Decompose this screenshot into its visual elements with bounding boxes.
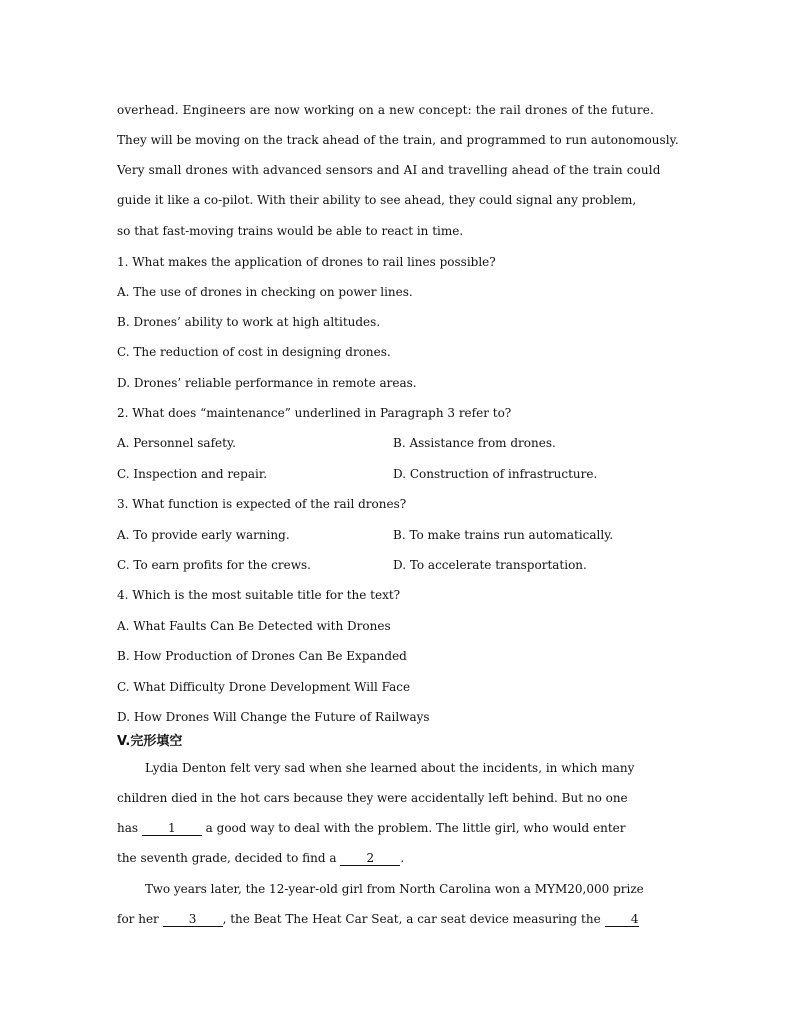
cloze-blank-1: 1 — [142, 822, 202, 836]
question-4-stem: 4. Which is the most suitable title for the text? — [117, 588, 401, 602]
question-3-stem: 3. What function is expected of the rail drones? — [117, 497, 407, 511]
passage-line-1: overhead. Engineers are now working on a new concept: the rail drones of the future. — [117, 103, 654, 117]
question-3-option-c: C. To earn profits for the crews. — [117, 558, 311, 572]
question-4-option-a: A. What Faults Can Be Detected with Drones — [117, 619, 391, 633]
cloze-blank-2: 2 — [340, 852, 400, 866]
cloze-blank-3: 3 — [163, 913, 223, 927]
cloze-text: the seventh grade, decided to find a — [117, 851, 341, 865]
question-2-option-a: A. Personnel safety. — [117, 436, 236, 450]
cloze-text: for her — [117, 912, 163, 926]
cloze-line-2: children died in the hot cars because they were accidentally left behind. But no one — [117, 791, 628, 805]
question-3-option-a: A. To provide early warning. — [117, 528, 290, 542]
passage-line-5: so that fast-moving trains would be able to react in time. — [117, 224, 464, 238]
question-2-option-b: B. Assistance from drones. — [393, 436, 556, 450]
cloze-line-6 — [117, 911, 639, 927]
question-4-option-d: D. How Drones Will Change the Future of Railways — [117, 710, 430, 724]
question-2-stem: 2. What does “maintenance” underlined in Paragraph 3 refer to? — [117, 406, 512, 420]
cloze-text: a good way to deal with the problem. The little girl, who would enter — [201, 821, 626, 835]
cloze-line-1: Lydia Denton felt very sad when she learned about the incidents, in which many — [145, 761, 635, 775]
question-1-stem: 1. What makes the application of drones to rail lines possible? — [117, 255, 496, 269]
cloze-text: . — [400, 851, 405, 865]
cloze-text: has — [117, 821, 142, 835]
question-2-row-1 — [117, 435, 677, 451]
question-1-option-a: A. The use of drones in checking on power lines. — [117, 285, 413, 299]
passage-line-2: They will be moving on the track ahead of the train, and programmed to run autonomously. — [117, 133, 679, 147]
question-1-option-d: D. Drones’ reliable performance in remote areas. — [117, 376, 417, 390]
section-heading: V.完形填空 — [117, 734, 183, 749]
question-1-option-c: C. The reduction of cost in designing drones. — [117, 345, 391, 359]
cloze-line-3 — [117, 820, 626, 836]
question-2-option-c: C. Inspection and repair. — [117, 467, 268, 481]
question-4-option-b: B. How Production of Drones Can Be Expanded — [117, 649, 407, 663]
cloze-line-4 — [117, 850, 404, 866]
question-3-row-1 — [117, 527, 677, 543]
question-3-row-2 — [117, 557, 677, 573]
cloze-text: , the Beat The Heat Car Seat, a car seat device measuring the — [222, 912, 605, 926]
passage-line-3: Very small drones with advanced sensors and AI and travelling ahead of the train could — [117, 163, 661, 177]
cloze-blank-4: 4 — [605, 913, 639, 927]
question-1-option-b: B. Drones’ ability to work at high altitudes. — [117, 315, 381, 329]
question-3-option-b: B. To make trains run automatically. — [393, 528, 614, 542]
question-2-option-d: D. Construction of infrastructure. — [393, 467, 598, 481]
question-3-option-d: D. To accelerate transportation. — [393, 558, 587, 572]
question-4-option-c: C. What Difficulty Drone Development Will Face — [117, 680, 411, 694]
cloze-line-5: Two years later, the 12-year-old girl from North Carolina won a MYM20,000 prize — [145, 882, 644, 896]
question-2-row-2 — [117, 466, 677, 482]
passage-line-4: guide it like a co-pilot. With their ability to see ahead, they could signal any problem, — [117, 193, 637, 207]
